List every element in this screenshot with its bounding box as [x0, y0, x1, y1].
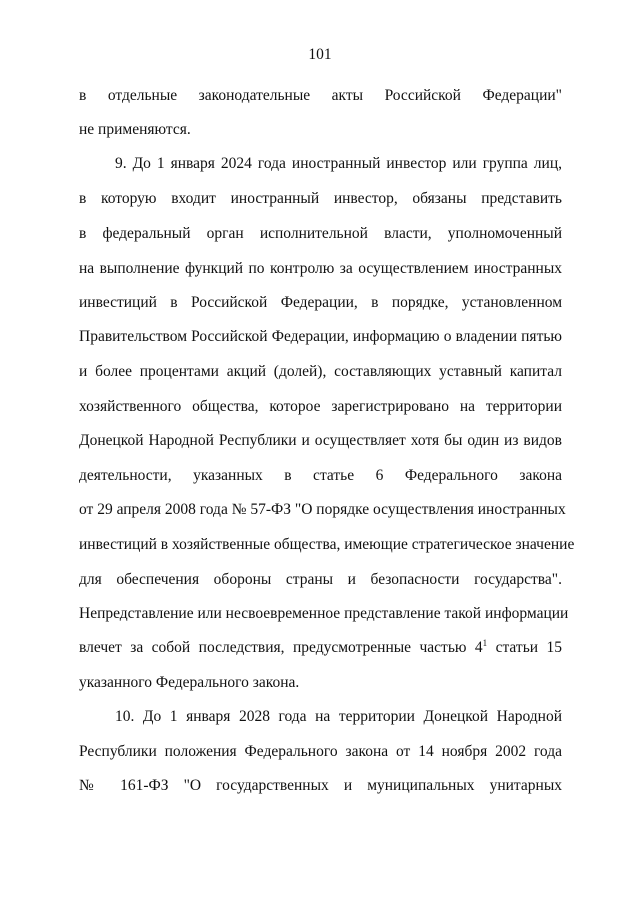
text-line: в которую входит иностранный инвестор, обязаны представить	[79, 190, 562, 207]
text-line: и более процентами акций (долей), составляющих уставный капитал	[79, 363, 562, 380]
text-line-main: влечет за собой последствия, предусмотренные частью 4	[79, 639, 483, 656]
text-line: инвестиций в хозяйственные общества, имеющие стратегическое значение	[79, 536, 575, 553]
text-line: от 29 апреля 2008 года № 57-ФЗ "О порядке осуществления иностранных	[79, 501, 566, 518]
paragraph-10-first-line: 10. До 1 января 2028 года на территории Донецкой Народной	[115, 708, 562, 725]
text-line-with-superscript	[79, 638, 562, 658]
page-number: 101	[308, 46, 332, 63]
text-line: Донецкой Народной Республики и осуществляет хотя бы один из видов	[79, 432, 562, 449]
text-line: для обеспечения обороны страны и безопасности государства".	[79, 571, 562, 588]
text-line: хозяйственного общества, которое зарегистрировано на территории	[79, 398, 562, 415]
text-line: № 161-ФЗ "О государственных и муниципальных унитарных	[79, 777, 562, 794]
text-line-tail: статьи 15	[487, 639, 562, 656]
text-line: деятельности, указанных в статье 6 Федерального закона	[79, 467, 562, 484]
text-line: не применяются.	[79, 121, 191, 138]
text-line: указанного Федерального закона.	[79, 674, 300, 691]
text-line: в федеральный орган исполнительной власти, уполномоченный	[79, 225, 562, 242]
paragraph-9-first-line: 9. До 1 января 2024 года иностранный инвестор или группа лиц,	[115, 155, 562, 172]
text-line: Правительством Российской Федерации, информацию о владении пятью	[79, 328, 562, 345]
text-line: Непредставление или несвоевременное представление такой информации	[79, 605, 569, 622]
text-line: Республики положения Федерального закона от 14 ноября 2002 года	[79, 743, 562, 760]
text-line: в отдельные законодательные акты Российской Федерации"	[79, 87, 562, 104]
superscript-number: 1	[482, 638, 488, 648]
text-line: инвестиций в Российской Федерации, в порядке, установленном	[79, 294, 562, 311]
text-line: на выполнение функций по контролю за осуществлением иностранных	[79, 260, 562, 277]
